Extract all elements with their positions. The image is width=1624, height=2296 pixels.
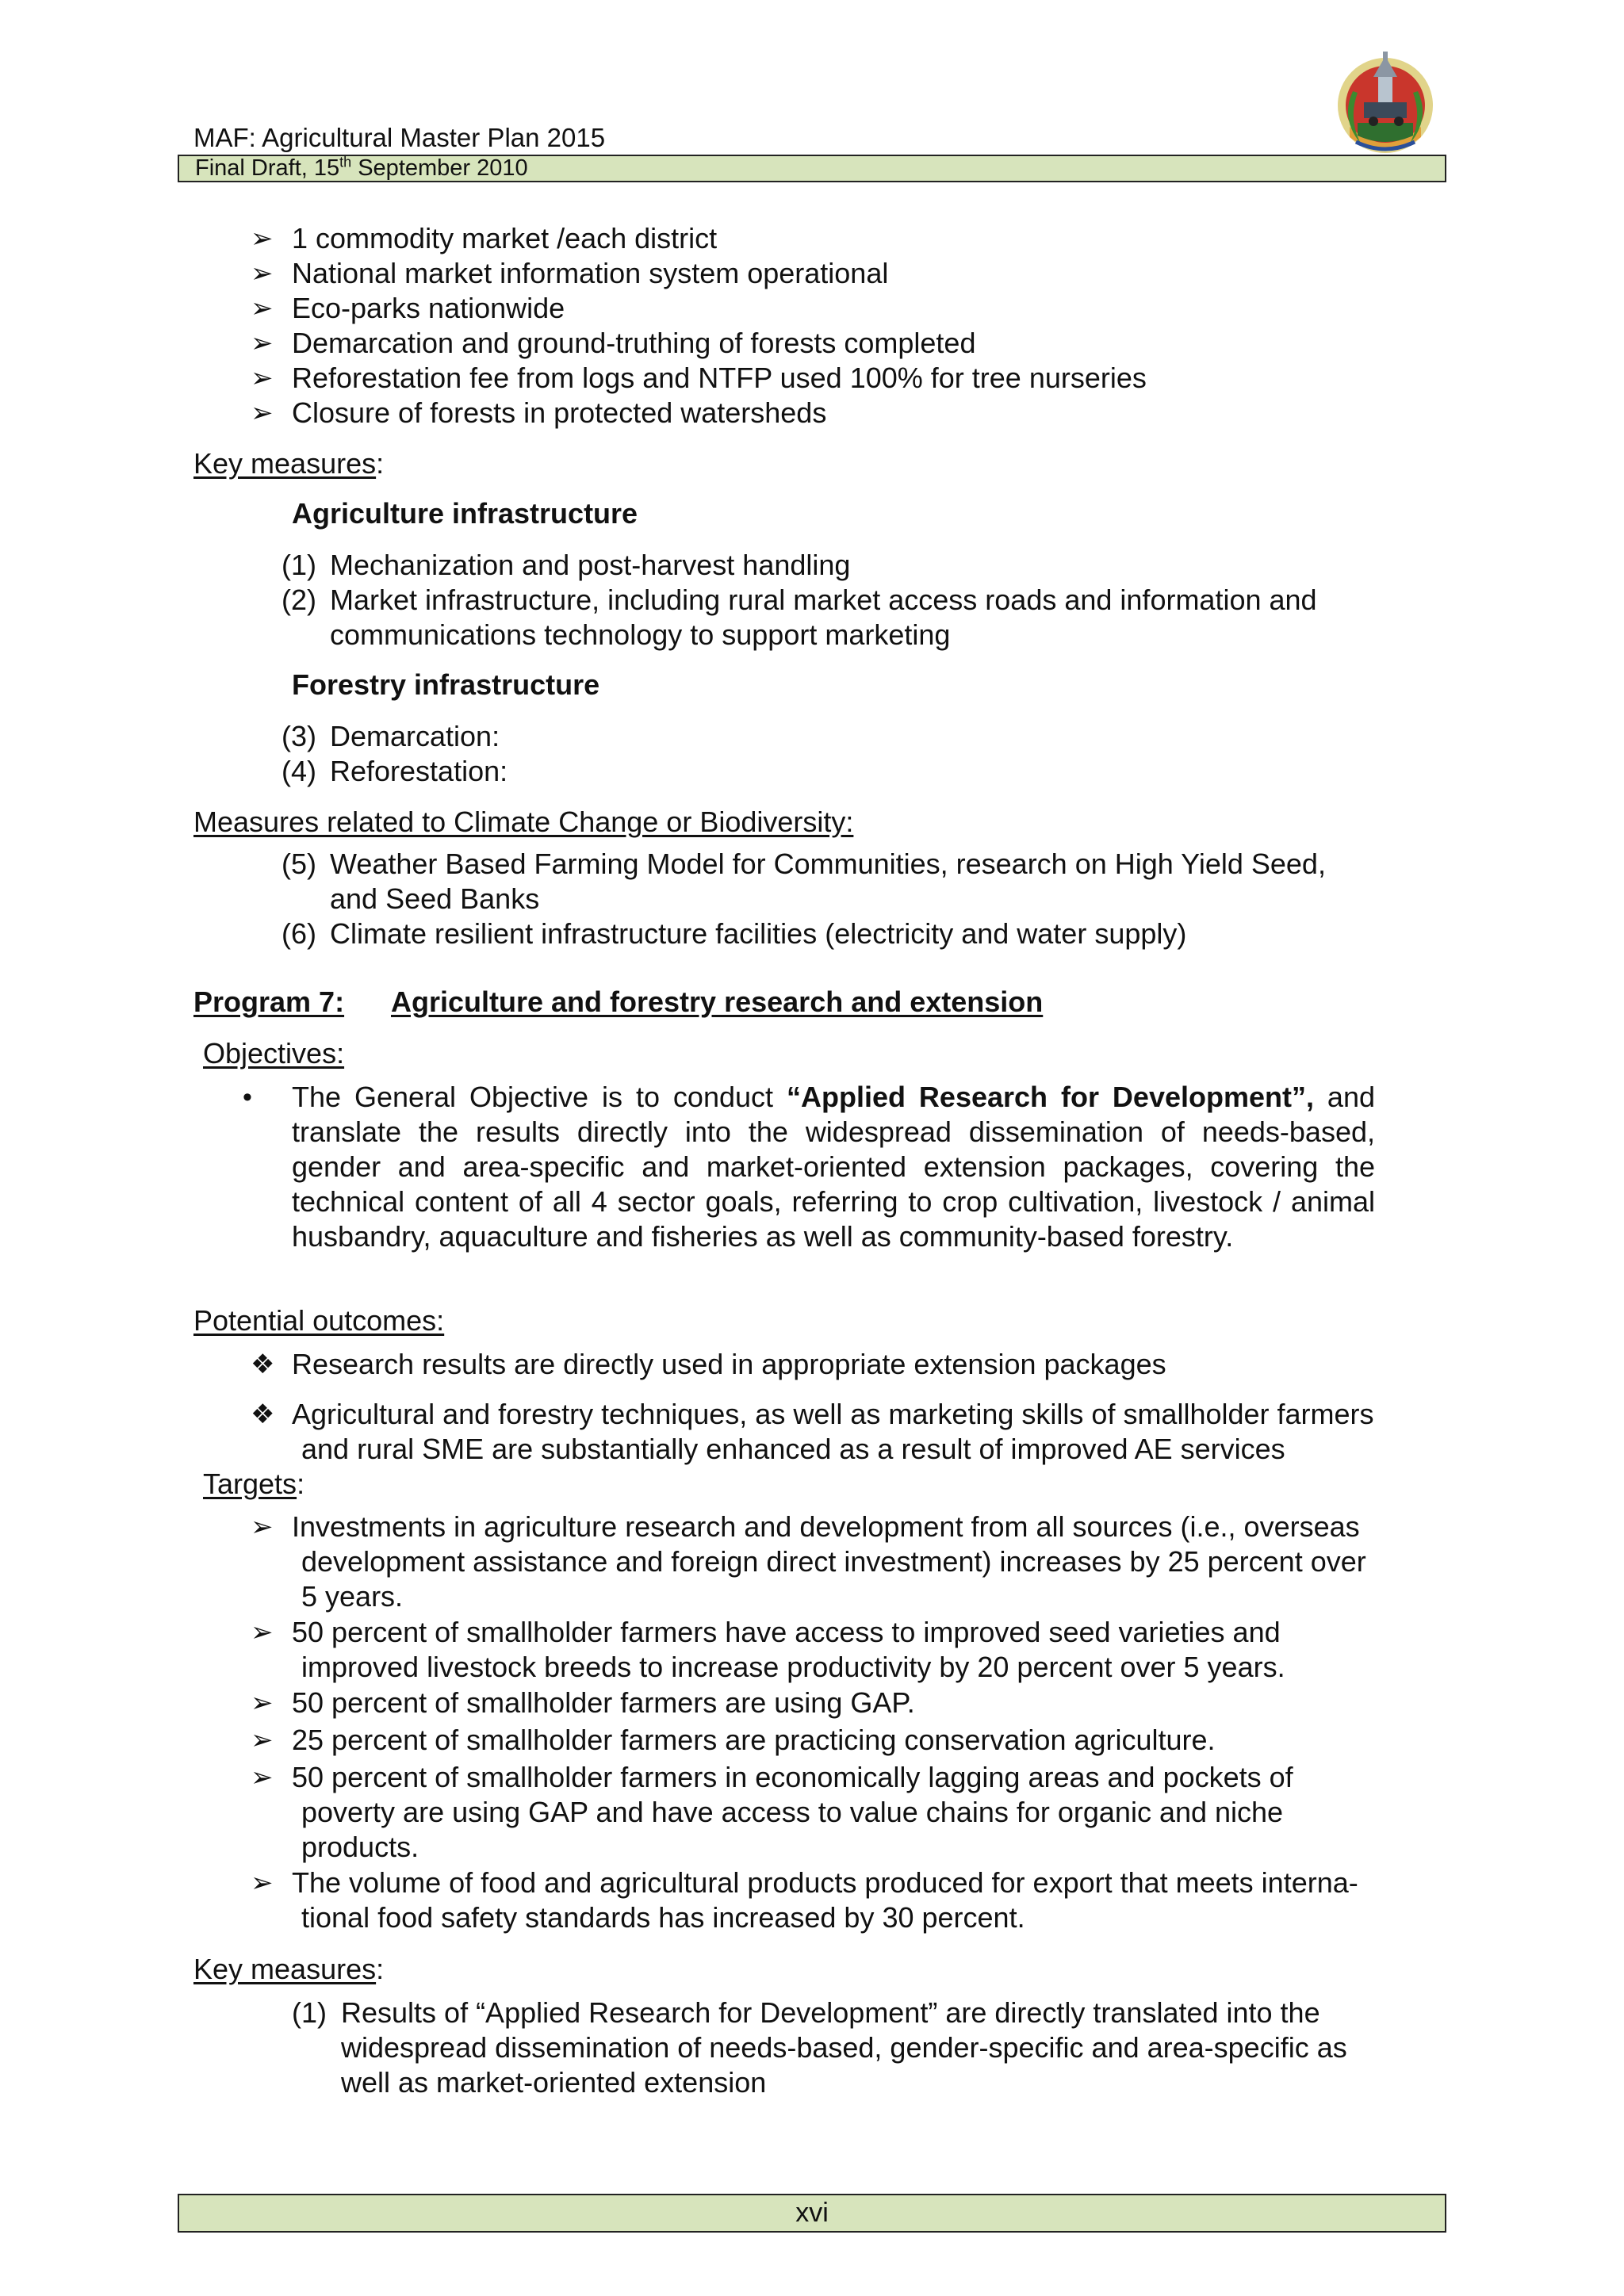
measure-text: Results of “Applied Research for Development” are directly translated into the [341, 1996, 1320, 2029]
target-text: improved livestock breeds to increase productivity by 20 percent over 5 years. [301, 1651, 1285, 1683]
arrow-bullet-icon: ➢ [251, 1617, 274, 1647]
target-text: products. [301, 1831, 419, 1863]
measure-text: Demarcation: [330, 720, 500, 752]
draft-date-prefix: Final Draft, 15 [195, 155, 340, 181]
bullet-text: 1 commodity market /each district [292, 222, 718, 254]
measure-number: (1) [282, 549, 316, 581]
agriculture-infrastructure-heading: Agriculture infrastructure [292, 497, 638, 530]
measure-number: (4) [282, 755, 316, 787]
objectives-label: Objectives: [203, 1037, 345, 1070]
arrow-bullet-icon: ➢ [251, 398, 274, 428]
arrow-bullet-icon: ➢ [251, 1868, 274, 1898]
bullet-text: Closure of forests in protected watersheds [292, 396, 827, 429]
measure-text: widespread dissemination of needs-based, gender-specific and area-specific as [341, 2031, 1347, 2064]
key-measures-label: Key measures: [193, 447, 385, 480]
draft-date-superscript: th [339, 154, 352, 170]
arrow-bullet-icon: ➢ [251, 328, 274, 358]
bullet-text: Demarcation and ground-truthing of forests completed [292, 327, 976, 359]
objective-bold-phrase: “Applied Research for Development”, [786, 1081, 1314, 1113]
general-objective-paragraph [292, 1080, 1375, 1254]
target-text: 5 years. [301, 1580, 404, 1613]
outcome-text: Research results are directly used in appropriate extension packages [292, 1348, 1166, 1380]
arrow-bullet-icon: ➢ [251, 1512, 274, 1542]
arrow-bullet-icon: ➢ [251, 258, 274, 289]
draft-date-bar [178, 155, 1446, 182]
measure-text: well as market-oriented extension [341, 2066, 767, 2099]
arrow-bullet-icon: ➢ [251, 293, 274, 323]
arrow-bullet-icon: ➢ [251, 1762, 274, 1793]
measure-text: and Seed Banks [330, 882, 540, 915]
arrow-bullet-icon: ➢ [251, 1725, 274, 1755]
measure-text: Market infrastructure, including rural market access roads and information and [330, 584, 1317, 616]
objective-text-end: and translate the results directly into the widespread dissemination of needs-based, gender and area-specific and market-oriented extension packages, covering the technical content of all 4 sector goals, referring to crop cultivation, livestock / animal husbandry, aquaculture and fisheries as well as community-based forestry. [292, 1081, 1375, 1253]
diamond-bullet-icon: ❖ [251, 1399, 275, 1429]
target-text: 25 percent of smallholder farmers are practicing conservation agriculture. [292, 1724, 1216, 1756]
measure-number: (6) [282, 917, 316, 950]
program-7-title: Agriculture and forestry research and extension [391, 985, 1044, 1018]
arrow-bullet-icon: ➢ [251, 1688, 274, 1718]
target-text: The volume of food and agricultural products produced for export that meets interna- [292, 1866, 1358, 1899]
target-text: 50 percent of smallholder farmers have access to improved seed varieties and [292, 1616, 1281, 1648]
bullet-text: Reforestation fee from logs and NTFP used 100% for tree nurseries [292, 362, 1147, 394]
target-text: tional food safety standards has increased by 30 percent. [301, 1901, 1025, 1934]
objective-text-start: The General Objective is to conduct [292, 1081, 787, 1113]
measure-number: (5) [282, 848, 316, 880]
target-text: poverty are using GAP and have access to value chains for organic and niche [301, 1796, 1284, 1828]
measure-text: Climate resilient infrastructure facilities (electricity and water supply) [330, 917, 1187, 950]
forestry-infrastructure-heading: Forestry infrastructure [292, 668, 600, 701]
target-text: Investments in agriculture research and development from all sources (i.e., overseas [292, 1510, 1360, 1543]
climate-measures-label: Measures related to Climate Change or Biodiversity: [193, 806, 854, 838]
potential-outcomes-label: Potential outcomes: [193, 1304, 445, 1337]
measure-number: (3) [282, 720, 316, 752]
bullet-text: Eco-parks nationwide [292, 292, 565, 324]
arrow-bullet-icon: ➢ [251, 224, 274, 254]
outcome-text: and rural SME are substantially enhanced as a result of improved AE services [301, 1433, 1285, 1465]
target-text: development assistance and foreign direct investment) increases by 25 percent over [301, 1545, 1366, 1578]
diamond-bullet-icon: ❖ [251, 1349, 275, 1380]
measure-text: communications technology to support marketing [330, 618, 951, 651]
measure-number: (2) [282, 584, 316, 616]
draft-date-suffix: September 2010 [351, 155, 528, 181]
arrow-bullet-icon: ➢ [251, 363, 274, 393]
target-text: 50 percent of smallholder farmers in economically lagging areas and pockets of [292, 1761, 1293, 1793]
document-header-title: MAF: Agricultural Master Plan 2015 [193, 123, 606, 152]
outcome-text: Agricultural and forestry techniques, as well as marketing skills of smallholder farmers [292, 1398, 1374, 1430]
targets-label: Targets: [203, 1468, 305, 1500]
target-text: 50 percent of smallholder farmers are using GAP. [292, 1686, 915, 1719]
round-bullet-icon: • [243, 1082, 252, 1112]
bullet-text: National market information system operational [292, 257, 889, 289]
key-measures-label: Key measures: [193, 1953, 385, 1985]
measure-text: Reforestation: [330, 755, 508, 787]
measure-number: (1) [292, 1996, 327, 2029]
measure-text: Mechanization and post-harvest handling [330, 549, 851, 581]
page-number-bar [178, 2194, 1446, 2233]
ministry-emblem-logo [1326, 44, 1445, 163]
measure-text: Weather Based Farming Model for Communities, research on High Yield Seed, [330, 848, 1326, 880]
program-7-label: Program 7: [193, 985, 345, 1018]
page-number: xvi [795, 2198, 829, 2228]
